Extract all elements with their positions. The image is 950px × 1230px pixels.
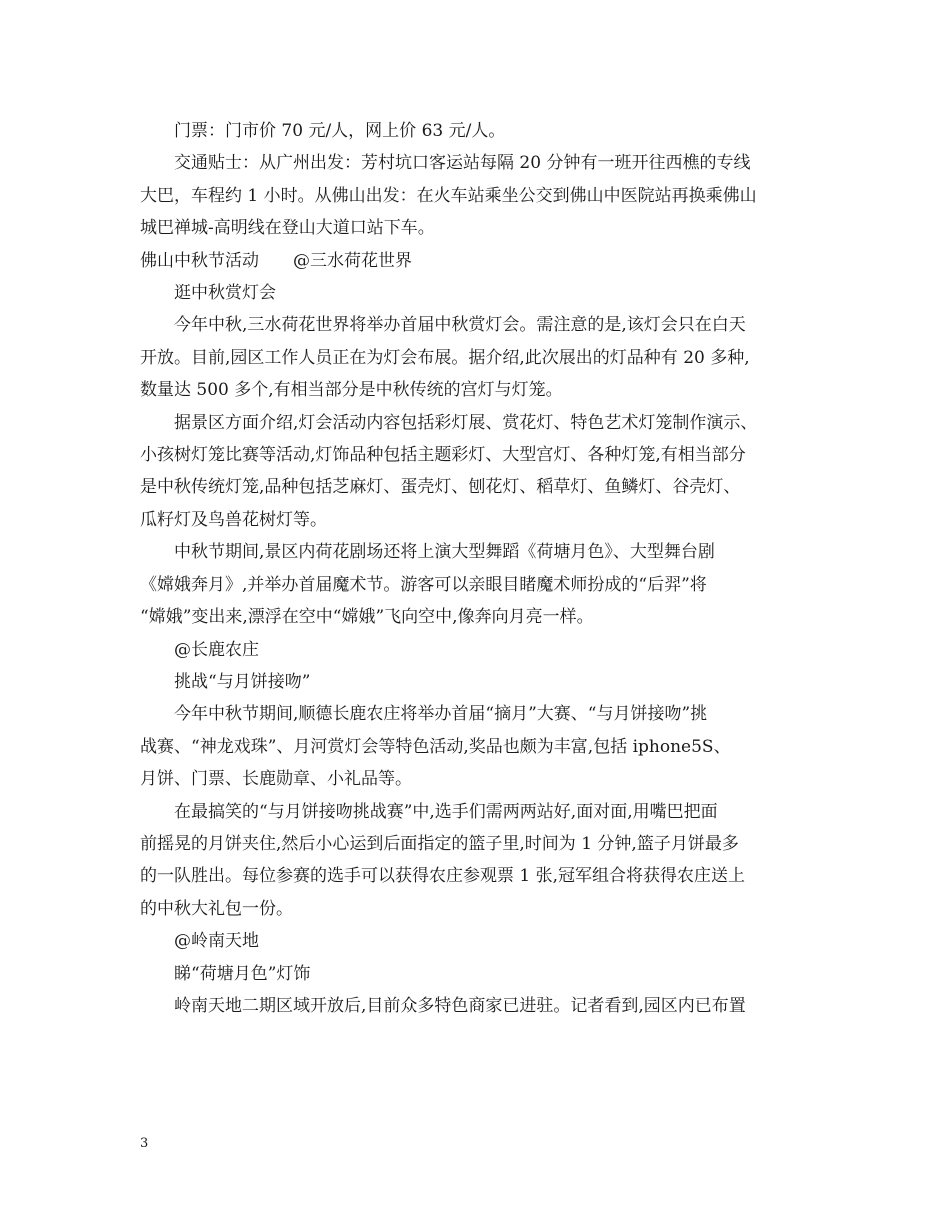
text-line: 挑战“与月饼接吻” — [174, 671, 311, 692]
text-line: “嫦娥”变出来,漂浮在空中“嫦娥”飞向空中,像奔向月亮一样。 — [140, 607, 594, 628]
text-line: 的中秋大礼包一份。 — [140, 898, 293, 919]
text-line: 战赛、“神龙戏珠”、月河赏灯会等特色活动,奖品也颇为丰富,包括 iphone5S、 — [140, 736, 731, 757]
paragraph-lingnan-title — [140, 958, 820, 990]
paragraph-theater — [140, 536, 820, 633]
text-line: 大巴，车程约 1 小时。从佛山出发：在火车站乘坐公交到佛山中医院站再换乘佛山 — [140, 185, 757, 206]
text-line: 小孩树灯笼比赛等活动,灯饰品种包括主题彩灯、大型宫灯、各种灯笼,有相当部分 — [140, 445, 746, 466]
text-line: @长鹿农庄 — [174, 639, 259, 660]
paragraph-farm-game — [140, 796, 820, 926]
text-line: 城巴禅城-高明线在登山大道口站下车。 — [140, 218, 435, 239]
page-number: 3 — [140, 1136, 149, 1151]
text-line: 今年中秋,三水荷花世界将举办首届中秋赏灯会。需注意的是,该灯会只在白天 — [174, 315, 746, 336]
text-line: 月饼、门票、长鹿勋章、小礼品等。 — [140, 769, 412, 790]
text-line: 是中秋传统灯笼,品种包括芝麻灯、蛋壳灯、刨花灯、稻草灯、鱼鳞灯、谷壳灯、 — [140, 477, 741, 498]
paragraph-lingnan-heading — [140, 925, 820, 957]
text-line: 据景区方面介绍,灯会活动内容包括彩灯展、赏花灯、特色艺术灯笼制作演示、 — [174, 412, 758, 433]
text-line: 前摇晃的月饼夹住,然后小心运到后面指定的篮子里,时间为 1 分钟,篮子月饼最多 — [140, 833, 739, 854]
paragraph-ticket — [140, 115, 820, 147]
paragraph-lantern-title — [140, 277, 820, 309]
paragraph-section-heading — [140, 245, 820, 277]
paragraph-farm-intro — [140, 698, 820, 795]
document-body — [140, 115, 820, 1022]
text-line: 的一队胜出。每位参赛的选手可以获得农庄参观票 1 张,冠军组合将获得农庄送上 — [140, 866, 746, 887]
paragraph-farm-title — [140, 666, 820, 698]
paragraph-lantern-intro — [140, 309, 820, 406]
text-line: 门票：门市价 70 元/人，网上价 63 元/人。 — [174, 121, 506, 141]
paragraph-farm-heading — [140, 634, 820, 666]
paragraph-transport — [140, 147, 820, 244]
text-line: 交通贴士：从广州出发：芳村坑口客运站每隔 20 分钟有一班开往西樵的专线 — [174, 153, 751, 174]
paragraph-lantern-detail — [140, 407, 820, 537]
text-line: 中秋节期间,景区内荷花剧场还将上演大型舞蹈《荷塘月色》、大型舞台剧 — [174, 542, 715, 563]
text-line: 《嫦娥奔月》,并举办首届魔术节。游客可以亲眼目睹魔术师扮成的“后羿”将 — [140, 574, 707, 595]
text-line: 瓜籽灯及鸟兽花树灯等。 — [140, 509, 327, 530]
text-line: 逛中秋赏灯会 — [174, 283, 276, 304]
text-line: 今年中秋节期间,顺德长鹿农庄将举办首届“摘月”大赛、“与月饼接吻”挑 — [174, 704, 708, 725]
text-line: @岭南天地 — [174, 931, 259, 952]
text-line: 佛山中秋节活动 @三水荷花世界 — [140, 250, 412, 271]
text-line: 开放。目前,园区工作人员正在为灯会布展。据介绍,此次展出的灯品种有 20 多种, — [140, 347, 750, 368]
paragraph-lingnan-intro — [140, 990, 820, 1022]
text-line: 睇“荷塘月色”灯饰 — [174, 963, 311, 984]
text-line: 在最搞笑的“与月饼接吻挑战赛”中,选手们需两两站好,面对面,用嘴巴把面 — [174, 801, 718, 822]
text-line: 数量达 500 多个,有相当部分是中秋传统的宫灯与灯笼。 — [140, 380, 563, 401]
text-line: 岭南天地二期区域开放后,目前众多特色商家已进驻。记者看到,园区内已布置 — [174, 995, 746, 1016]
